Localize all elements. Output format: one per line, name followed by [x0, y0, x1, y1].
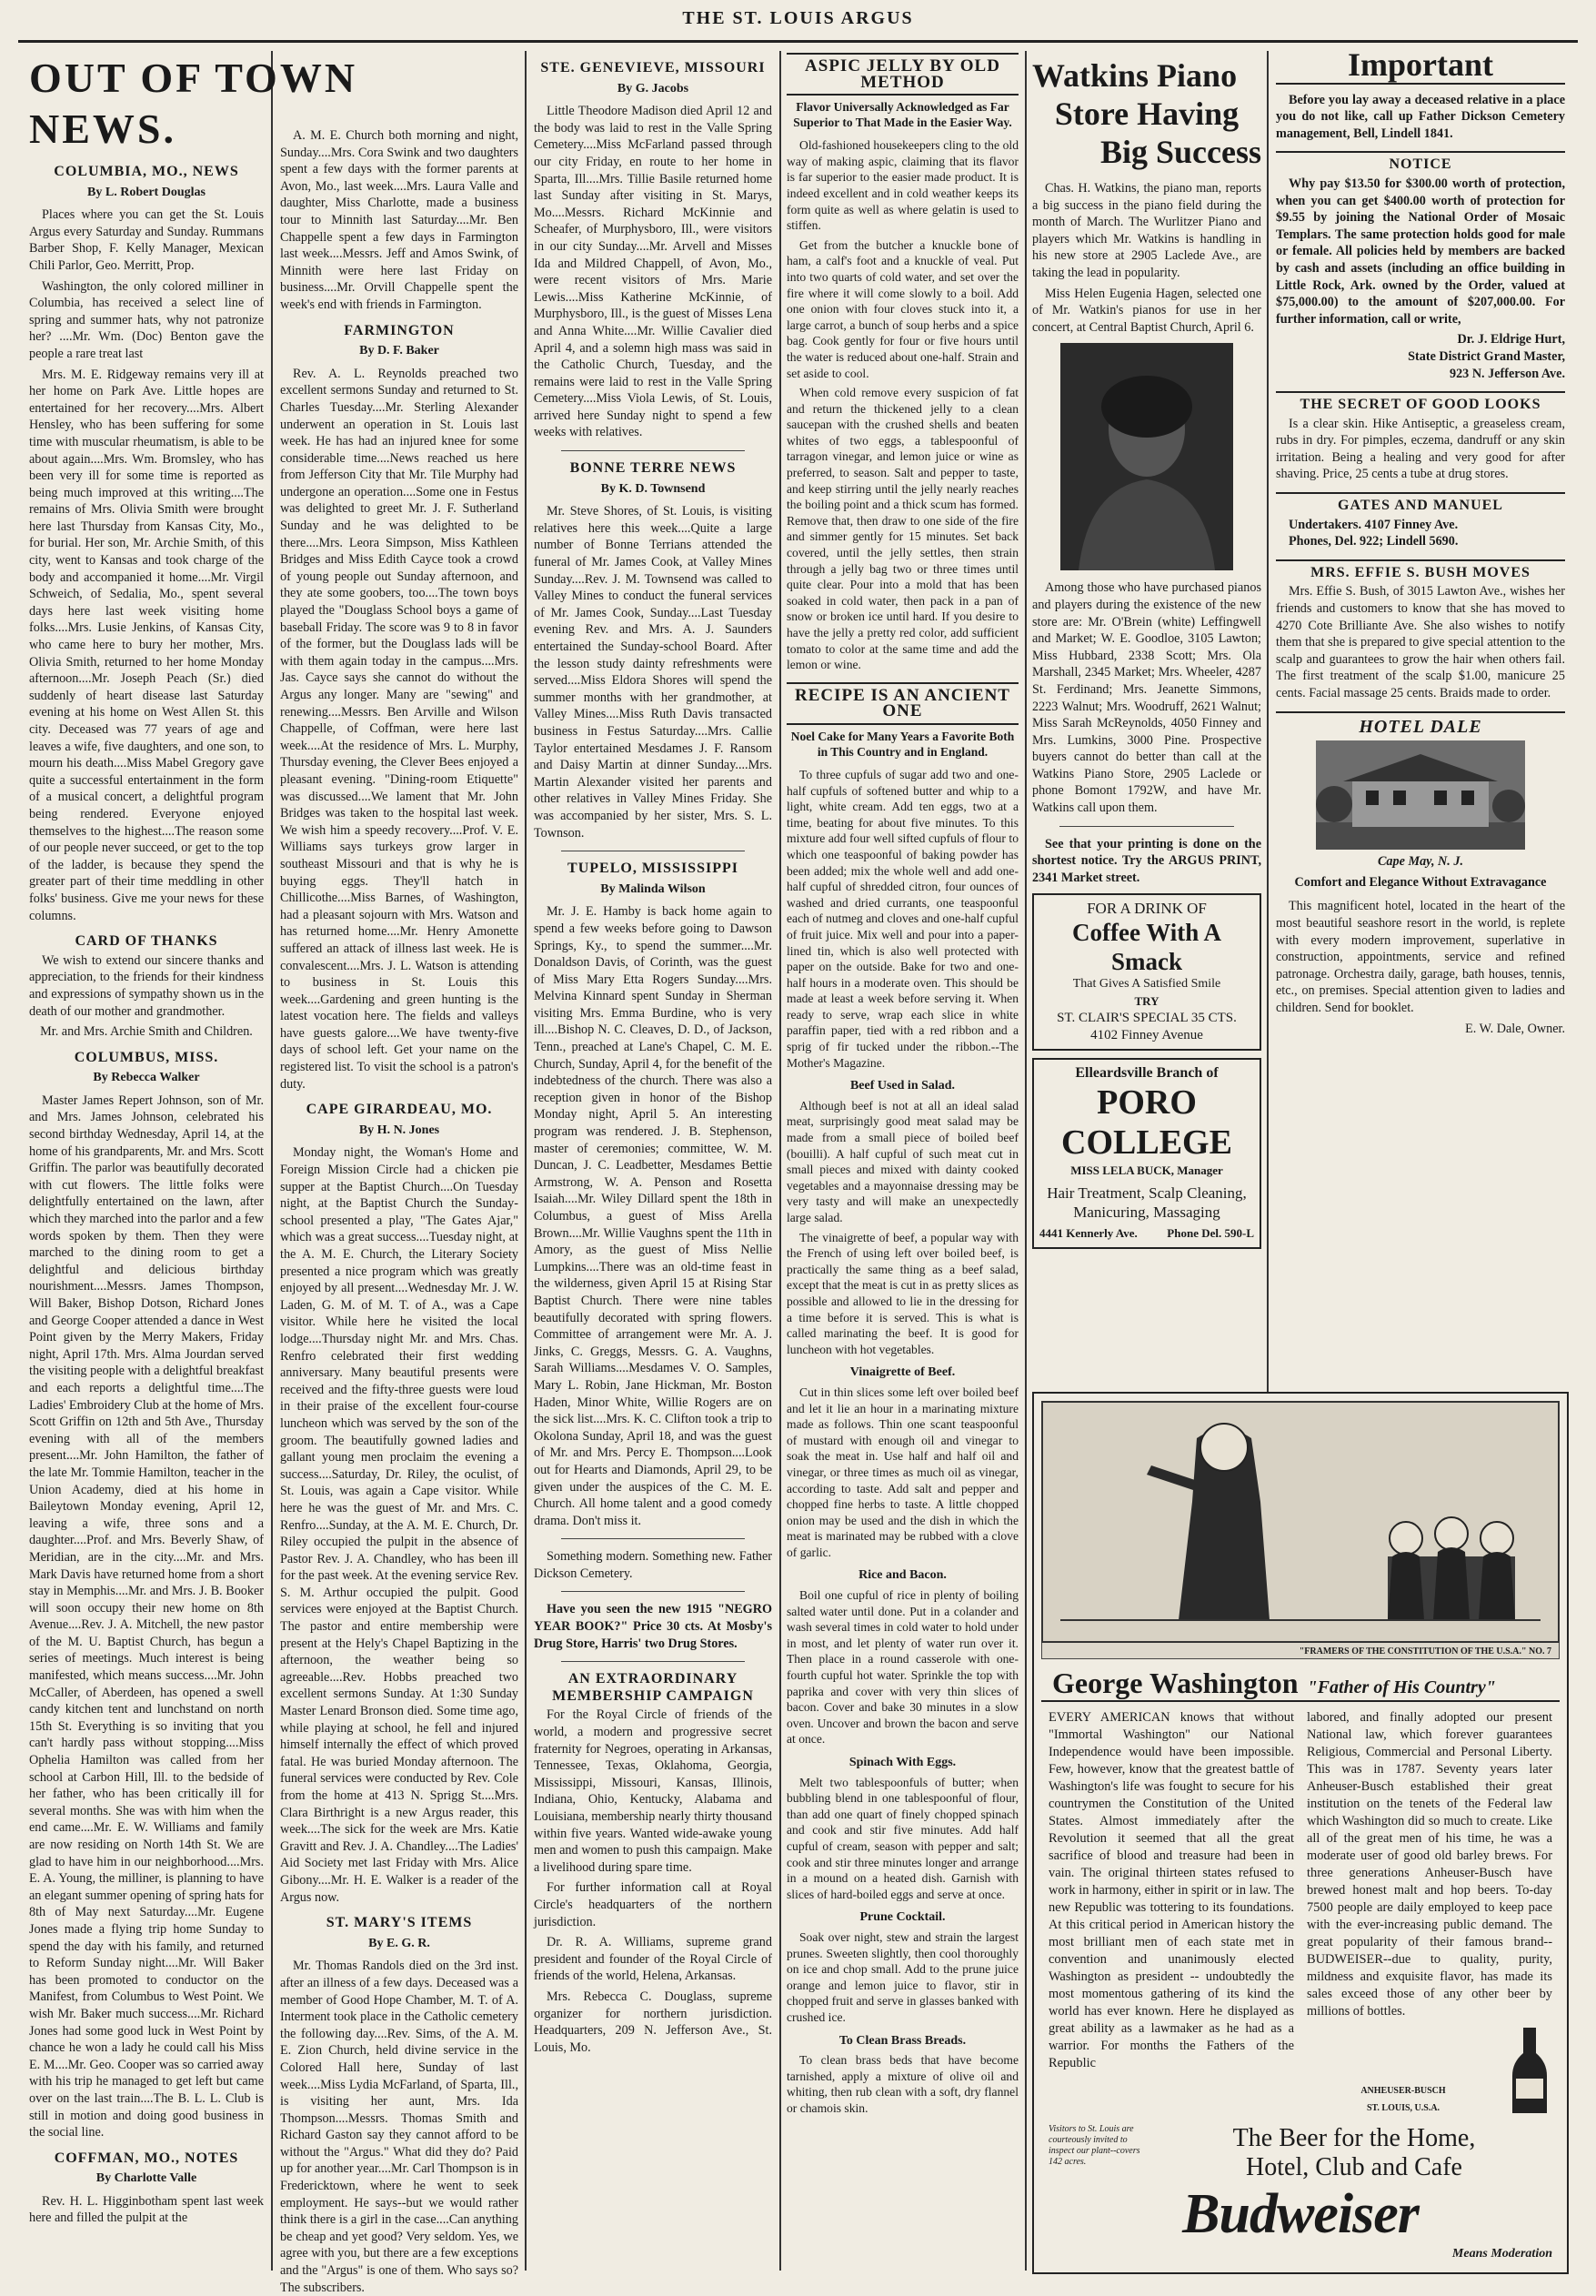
tagline: Comfort and Elegance Without Extravagance: [1294, 874, 1547, 890]
column-3: [534, 51, 772, 2271]
article-paragraph: A. M. E. Church both morning and night, Sunday....Mrs. Cora Swink and two daughters spent a few days with the former parents at Avon, Mo., last week....Mrs. Laura Valle and daughter, Miss Charlotte, made a business tour to Minnith last Saturday....Mr. Ben Chappelle spent a few days in Farmington last week....Messrs. Jeff and Amos Swink, of Minnith were here last Friday on business....Mr. Orvill Chappelle spent the week's end with friends in Farmington.: [280, 128, 518, 312]
ad-footer-row: [1049, 2124, 1552, 2182]
article-paragraph: Washington, the only colored milliner in Columbia, has received a select line of spring and summer hats, why not patronize her? ....Mr. Wm. (Doc) Benton gave the people a rare treat last: [29, 278, 264, 361]
important-title: Important: [1276, 51, 1565, 85]
subheading: Vinaigrette of Beef.: [849, 1365, 956, 1380]
byline: By L. Robert Douglas: [87, 185, 206, 199]
portrait-photo: [1060, 343, 1233, 570]
column-rule: [525, 51, 527, 2271]
section-title: THE SECRET OF GOOD LOOKS: [1276, 391, 1565, 414]
ad-address-row: [1039, 1225, 1254, 1243]
section-title: BONNE TERRE NEWS: [569, 460, 737, 477]
brand-tagline: Means Moderation: [1451, 2247, 1552, 2261]
byline: By K. D. Townsend: [600, 481, 706, 496]
subheading: Beef Used in Salad.: [849, 1079, 956, 1093]
masthead: THE ST. LOUIS ARGUS: [682, 8, 914, 28]
column-6: [1276, 46, 1565, 1379]
article-paragraph: Mr. J. E. Hamby is back home again to spend a few weeks before going to Dawson Springs, Ky., to spend the summer....Mr. Donaldson Davis, of Corinth, was the guest of Miss Mary Etta Rogers Sunday....Mrs. Melvina Kinnard spent Sunday in Sherman visiting Mrs. Emma Burdine, who is very ill....Bishop N. C. Cleaves, D. D., of Jackson, Tenn., preached at Lane's Chapel, C. M. E. Church, Sunday, April 4, for the benefit of the indebtedness of the church. There was also a reception given in honor of the Bishop Monday night, April 5. An interesting program was rendered. J. B. Stephenson, master of ceremonies; committee, W. M. Duncan, J. C. Leadbetter, Mesdames Bettie Armstrong, W. A. Penson and Rosetta Isaiah....Mr. Wiley Dillard spent the 18th in Columbus, a guest of Miss Arella Brown....Mr. Willie Vaughns spent the 11th in Amory, as the guest of Miss Nellie Lumpkins....There was an old-time feast in the wilderness, given April 15 at Rising Star Baptist Church. There were nine tables beautifully decorated with spring flowers. Committee of arrangement were Mr. A. J. Jinks, C. Greggs, Messrs. G. A. Vaughns, Sarah Williams....Mesdames V. O. Samples, Mary L. Robin, Jane Hickman, Mr. Boston Haden, Minor White, Willie Rogers are on the sick list....Mrs. K. C. Clifton took a trip to Okolona Sunday, April 18, and was the guest of Mr. and Mrs. Percy E. Thompson....Look out for Hearts and Diamonds, April 29, to be given under the auspices of the C. M. E. Church. All home talent and a good comedy drama. Don't miss it.: [534, 904, 772, 1528]
article-paragraph: We wish to extend our sincere thanks and appreciation, to the friends for their kindness and expressions of sympathy shown us in the death of our mother and grandmother.: [29, 952, 264, 1019]
ad-subhead: "Father of His Country": [1307, 1677, 1496, 1697]
article-paragraph: For further information call at Royal Circle's headquarters of the northern jurisdiction.: [534, 1880, 772, 1929]
slogan: [1156, 2124, 1552, 2182]
hotel-photo: [1316, 740, 1525, 850]
article-paragraph: Chas. H. Watkins, the piano man, reports a big success in the piano field during the month of March. The Wurlitzer Piano and players which Mr. Watkins is handling in his new store at 2905 Laclede Ave., are taking the lead in popularity.: [1032, 181, 1261, 280]
deck: Flavor Universally Acknowledged as Far Superior to That Made in the Easier Way.: [793, 100, 1012, 130]
article-paragraph: Melt two tablespoonfuls of butter; when bubbling blend in one tablespoonful of flour, than add one quart of finely chopped spinach and cook and stir five minutes. Add half cupful of cream, season with pepper and salt; cook and stir three minutes longer and arrange in a mound on a heated dish. Garnish with slices of hard-boiled eggs and serve at once.: [787, 1775, 1019, 1901]
brand-wordmark: Budweiser: [1182, 2183, 1419, 2245]
headline-line: Store Having: [1054, 96, 1240, 132]
byline: By G. Jacobs: [617, 81, 689, 96]
framers-illustration: [1041, 1401, 1560, 1659]
deck: Noel Cake for Many Years a Favorite Both in This Country and in England.: [790, 729, 1015, 759]
article-paragraph: Something modern. Something new. Father Dickson Cemetery.: [534, 1549, 772, 1581]
article-paragraph: See that your printing is done on the shortest notice. Try the ARGUS PRINT, 2341 Market street.: [1032, 836, 1261, 885]
signature: E. W. Dale, Owner.: [1465, 1021, 1565, 1036]
slogan-line: Hotel, Club and Cafe: [1246, 2153, 1462, 2181]
section-title: GATES AND MANUEL: [1276, 492, 1565, 515]
article-paragraph: To three cupfuls of sugar add two and one-half cupfuls of softened butter and whip to a light, white cream. Add ten eggs, two at a time, beating for about five minutes. To this mixture add four well sifted cupfuls of flour to which one teaspoonful of baking powder has been added; mix the whole well and add one-half cupful of shredded citron, four ounces of washed and dried currants, one teaspoonful each of nutmeg and cloves and one-half cupful of fruit juice. Mix well and pour into a paper-lined tin, which is also well protected with paper on the outside. Bake for two and one-half hours in a moderate oven. This should be made at least a week before serving it. When ready to serve, wrap each slice in white paraffin paper, tied with a red ribbon and a sprig of fir tucked under the ribbon.--The Mother's Magazine.: [787, 767, 1019, 1070]
page-headline: OUT OF TOWN NEWS.: [29, 55, 358, 152]
article-paragraph: Mrs. M. E. Ridgeway remains very ill at her home on Park Ave. Little hopes are entertained for her recovery....Mrs. Albert Hensley, who has been suffering for some time with muscular rheumatism, is able to be about again....Mrs. Wm. Bromsley, who has been very ill for some time is reported as being much improved at this writing....The remains of Mrs. Olivia Smith were brought here last Thursday from Kansas City, Mo., for burial. Her son, Mr. Archie Smith, of this city, went to Kansas and took charge of the body and accompanied it home....Mr. Virgil Schweich, of Sedalia, Mo., spent several days here last week visiting home folks....Mrs. Lusie Jenkins, of Kansas City, who came here to bury her mother, Mrs. Olivia Smith, returned to her home Monday afternoon....Mr. Joseph Peach (Sr.) died suddenly of heart disease last Saturday evening at his home on West Allen St. this city. Deceased was 77 years of age and leaves a wife, five daughters, and one son, to mourn his death....Miss Mabel Gregory gave quite a successful entertainment in the form of a musical concert, a delightful program being rendered. Everyone enjoyed themselves to the highest....The reason some of our people never succeed, or get to the top of the ladder, is because they spend the greater part of their time meddling in other folks' business. Give me your news for these columns.: [29, 367, 264, 923]
article-paragraph: Boil one cupful of rice in plenty of boiling salted water until done. Put in a colander and wash several times in cold water to hold under in most, and let plenty of water run over it. Then place in a round casserole with one-fourth cupful hot water. Sprinkle the top with paprika and cover with very thin slices of bacon. Cover and bake 30 minutes in a slow oven. Uncover and brown the bacon and serve at once.: [787, 1588, 1019, 1747]
article-paragraph: Mrs. Rebecca C. Douglass, supreme organizer for northern jurisdiction. Headquarters, 209 N. Jefferson Ave., St. Louis, Mo.: [534, 1989, 772, 2055]
ad-line: Phones, Del. 922; Lindell 5690.: [1289, 534, 1459, 549]
article-paragraph: When cold remove every suspicion of fat and return the thickened jelly to a clean saucepan with the crushed shells and beaten whites of two eggs, a tablespoonful of tarragon vinegar, and lemon juice or wine as preferred, to season. Salt and pepper to taste, and keep stirring until the jelly nearly reaches the boiling point and a thick scum has formed. Remove that, then draw to one side of the fire and simmer gently for 15 minutes. Set back covered, until the jelly settles, then strain through a jelly bag two or three times until quite clear. Pour into a mold that has been soaked in cold water, then pack in a pan of snow or broken ice until hard. If you desire to have the jelly a pretty red color, add sufficient tomato to color at the same time and add the lemon or wine.: [787, 386, 1019, 672]
ad-body-right-wrap: [1307, 1709, 1552, 2117]
section-title: AN EXTRAORDINARY MEMBERSHIP CAMPAIGN: [552, 1671, 754, 1704]
portrait-silhouette: [1060, 343, 1233, 570]
maker-name: ANHEUSER-BUSCH: [1360, 2086, 1446, 2096]
ad-line: That Gives A Satisfied Smile: [1072, 977, 1221, 992]
article-paragraph: Monday night, the Woman's Home and Foreign Mission Circle had a chicken pie supper at the Baptist Church....On Tuesday night, at the Baptist Church the Sunday-school presented a play, "The Gates Ajar," which was a great success....Tuesday night, at the A. M. E. Church, the Literary Society presented a nice program which was greatly enjoyed by all present....Wednesday Mr. J. W. Laden, G. M. of M. T. of A., was a Cape visitor. While here he visited the local lodge....Thursday night Mr. and Mrs. Chas. Renfro celebrated their first wedding anniversary. Many beautiful presents were received and the fifty-three guests were loud in their praise of the excellent four-course luncheon which was served by the son of the groom. The beautifully gowned ladies and gallant young men proclaim the evening a success....Saturday, Dr. Riley, the oculist, of St. Louis, was again a Cape visitor. While here he was the guest of Mr. and Mrs. C. Renfro....Sunday, at the A. M. E. Church, Dr. Riley occupied the pulpit in the absence of Pastor Rev. J. A. Chandley, who has been ill for the past week. At the evening service Rev. S. M. Arthur occupied the pulpit. Good services were enjoyed at the Baptist Church. The pastor and entire membership were present at the Hely's Chapel Baptizing in the afternoon, the weather being so agreeable....Rev. Hobbs preached two excellent sermons Sunday. At 1:30 Sunday Master Lenard Bronson died. Some time ago, while playing at school, he fell and injured himself internally the effect of which proved fatal. He was buried Monday afternoon. The funeral services were conducted by Rev. Cole from the home at 413 N. Sprigg St....Mrs. Clara Birthright is a new Argus reader, this week....The sick for the week are Mrs. Katie Gravitt and Rev. J. A. Chandley....The Ladies' Aid Society met last Friday with Mrs. Alice Gibony....Mr. H. E. Walker is a reader of the Argus now.: [280, 1145, 518, 1905]
article-paragraph: Is a clear skin. Hike Antiseptic, a greaseless cream, rubs in dry. For pimples, eczema, dandruff or any skin irritation. Being a healing and very good for after shaving. Price, 25 cents a tube at drug stores.: [1276, 416, 1565, 482]
section-title: NOTICE: [1276, 151, 1565, 174]
section-title: STE. GENEVIEVE, MISSOURI: [540, 60, 766, 76]
section-title: FARMINGTON: [344, 322, 455, 338]
visitors-note: Visitors to St. Louis are courteously invited to inspect our plant--covers 142 acres.: [1049, 2124, 1140, 2167]
column-1: [29, 51, 358, 2271]
ad-footer: [1049, 2124, 1552, 2261]
byline: By Rebecca Walker: [93, 1071, 200, 1085]
ad-line: ST. CLAIR'S SPECIAL 35 CTS.: [1057, 1011, 1237, 1026]
poro-college-ad: [1032, 1058, 1261, 1249]
article-paragraph: Old-fashioned housekeepers cling to the old way of making aspic, claiming that its flavor is far superior to the easier made product. It is indeed excellent and in cold weather keeps its form quite as well as where gelatin is used to stiffen.: [787, 138, 1019, 233]
subheading: Prune Cocktail.: [859, 1910, 946, 1925]
photo-caption: Cape May, N. J.: [1377, 854, 1464, 870]
article-paragraph: Rev. A. L. Reynolds preached two excellent sermons Sunday and returned to St. Charles Tuesday....Mr. Sterling Alexander underwent an operation in St. Louis last week. He has had an injured knee for some considerable time....News reached us here from Jefferson City that Mr. Tile Murphy had undergone an operation....Some one in Festus was delighted to greet Mr. J. F. Sutherland Sunday and he was delighted to be there....Mrs. Leora Simpson, Miss Kathleen Bridges and Miss Edith Cayce took a crowd of young people out Sunday afternoon, and they ate some goobers, too....The town boys played the "Douglass School boys a game of baseball Friday. The score was 9 to 8 in favor of the former, but the Douglass lads will be with them again today in the campus....Mrs. Jas. Cayce says she cannot do without the Argus any longer. Many are "sewing" and renewing....Messrs. Ben Arville and Wilson Chappelle, of Coffman, were here last week....At the residence of Mrs. L. Murphy, Thursday evening, the Clever Bees enjoyed a pleasant evening. "Dining-room Etiquette" was discussed....We lament that Mr. John Bridges was taken to the hospital last week. We wish him a speedy recovery....Prof. V. E. Williams says turkeys grow larger in southeast Missouri and that is why he is buying eggs. They'll hatch in Chillicothe....Miss Barnes, of Washington, had a pleasant sojourn with Mrs. Watson and has returned home....Mr. Henry Amonette suffered an attack of illness last week. He is convalescent....Mrs. J. L. Watson is attending to business in St. Louis this week....Gardening and green hunting is the latest vocation here. The fields and valleys have guests galore....We have twenty-five days of school left. Get your name on the registered list. To visit the school is a patron's duty.: [280, 366, 518, 1092]
ad-line: PORO COLLEGE: [1061, 1083, 1232, 1162]
byline: By Malinda Wilson: [600, 881, 706, 896]
article-paragraph: Master James Repert Johnson, son of Mr. and Mrs. James Johnson, celebrated his second birthday Wednesday, April 14, at the home of his grandparents, Mr. and Mrs. Scott Griffin. The parlor was beautifully decorated with cut flowers. The little folks were delightfully entertained on the lawn, after which they marched into the parlor and a few words spoken by them. Then they were marched to the dining room to get a delightful and delicious birthday nourishment....Messrs. James Thompson, Will Baker, Bishop Dotson, Richard Jones and George Cooper attended a dance in West Point given by the Merry Makers, Friday night, April 17th. Mrs. Alma Jourdan served the visiting people with a delightful breakfast and each reports a delightful time....The Ladies' Embroidery Club at the home of Mrs. Scott Griffin on 12th and 5th Ave., Thursday evening with all of the members present....Mr. John Hamilton, the father of the late Mr. Tommie Hamilton, teacher in the Union Academy, died at his home in Baileytown Monday evening, April 12, leaving a wife, three sons and a daughter....Prof. and Mrs. Beverly Shaw, of Meridian, are in the city....Mr. and Mrs. Mark Davis have returned home from a short stay in Memphis....Mr. and Mrs. J. B. Booker will soon occupy their new home on 8th Avenue....Rev. J. A. Mitchell, the new pastor of the M. U. Baptist Church, has begun a series of meetings. Much interest is being manifested, which means success....Mr. John McCaller, of Aberdeen, has opened a swell candy kitchen tent and lunchstand on north 15th St. Everything is so inviting that you can't hardly pass without stopping....Miss Ophelia Hamilton was called from her school at Carbon Hill, Ill. to the bedside of her father, who has been critically ill for several months. She was with him when the end came....Mr. E. W. Williams and family are now residing on North 14th St. We are glad to have him in our neighborhood....Mrs. E. A. Young, the milliner, is planning to have an elegant summer opening of spring hats for 8th of May next Saturday....Mr. Eugene Jones made a flying trip home Sunday to spend the day with his family, and returned to Reform Sunday night....Mr. Will Baker has been promoted to conductor on the Manifest, from Columbus to West Point. We wish Mr. Baker much success....Mr. Richard Jones had some good luck in West Point by chance he won a lady he could call his Miss E. M....Mr. Geo. Cooper was so carried away with his trip he managed to get left but came over on the last train....The B. L. L. Club is still in motion and doing good business in the social line.: [29, 1093, 264, 2140]
byline: By H. N. Jones: [358, 1123, 440, 1137]
article-paragraph: This magnificent hotel, located in the heart of the most beautiful seashore resort in the world, is replete with every modern improvement, superlative in construction, appointments, service and refined patronage. Orchestra daily, garage, bath houses, tennis, etc., on premises. Special attention given to ladies and children. Send for booklet.: [1276, 899, 1565, 1015]
article-paragraph: Before you lay away a deceased relative in a place you do not like, call up Father Dickson Cemetery management, Bell, Lindell 1841.: [1276, 92, 1565, 141]
article-paragraph: Mrs. Effie S. Bush, of 3015 Lawton Ave., wishes her friends and customers to know that she has moved to 4270 Cote Brilliante Ave. She also wishes to notify them that she is prepared to give special attention to the scalp and guarantees to grow the hair when others fail. The first treatment of the scalp $1.00, manicure 25 cents. Facial massage 25 cents. Braids made to order.: [1276, 584, 1565, 700]
article-paragraph: The vinaigrette of beef, a popular way with the French of using left over boiled beef, is practically the same thing as a beef salad, except that the meat is cut in as pretty slices as possible and allowed to lie in the dressing for a time before it is served. This is what is called marinating the beef. It is good for luncheon with hot vegetables.: [787, 1230, 1019, 1356]
byline: By E. G. R.: [368, 1936, 430, 1950]
byline: By Charlotte Valle: [95, 2171, 197, 2186]
article-paragraph: Get from the butcher a knuckle bone of ham, a calf's foot and a knuckle of veal. Put into two quarts of cold water, and set over the fire where it will come slowly to a boil. Add one onion with four cloves stuck into it, a large carrot, a bunch of soup herbs and a spice bag. Cook gently for four or five hours until the water is reduced about one-half. Strain and set aside to cool.: [787, 237, 1019, 380]
ad-line: Elleardsville Branch of: [1075, 1065, 1219, 1082]
byline: By D. F. Baker: [359, 344, 439, 358]
maker-text: [1307, 2082, 1500, 2117]
watkins-headline: [1032, 56, 1261, 171]
section-title: RECIPE IS AN ANCIENT ONE: [787, 682, 1019, 725]
budweiser-ad: [1032, 1392, 1569, 2274]
subheading: Spinach With Eggs.: [848, 1756, 957, 1769]
column-rule: [271, 51, 273, 2271]
headline-line: Watkins Piano: [1032, 57, 1238, 94]
ad-line: Hair Treatment, Scalp Cleaning, Manicuring, Massaging: [1047, 1183, 1247, 1221]
section-title: ST. MARY'S ITEMS: [326, 1915, 473, 1931]
section-title: COLUMBUS, MISS.: [74, 1049, 219, 1065]
signature: Dr. J. Eldrige Hurt,: [1457, 332, 1565, 347]
article-paragraph: Cut in thin slices some left over boiled beef and let it lie an hour in a marinating mixture made as follows. Thin one scant teaspoonful of mustard with enough oil and vinegar to soak the meat in. Use half and half oil and vinegar, or three times as much oil as vinegar, according to taste. Add salt and pepper and chopped fine herbs to taste. A little chopped onion may be used and the dish in which the meat is marinated may be rubbed with a clove of garlic.: [787, 1385, 1019, 1559]
column-5: [1032, 51, 1261, 1379]
signature: 923 N. Jefferson Ave.: [1449, 366, 1565, 381]
slogan-line: The Beer for the Home,: [1232, 2124, 1476, 2152]
maker-city: ST. LOUIS, U.S.A.: [1366, 2103, 1440, 2113]
signature: Mr. and Mrs. Archie Smith and Children.: [40, 1024, 253, 1040]
ad-address: 4441 Kennerly Ave.: [1039, 1225, 1138, 1240]
budweiser-logo: [1049, 2182, 1552, 2247]
divider: [561, 450, 745, 451]
article-paragraph: Why pay $13.50 for $300.00 worth of protection, when you can get $400.00 worth of protection for $9.55 by joining the National Order of Mosaic Templars. The same protection holds good for male or female. All policies held by members are backed by cash and assets (including an office building in Little Rock, Ark. owned by the Order, valued at $75,000.00) to the amount of $207,000.00. For further information, call or write,: [1276, 176, 1565, 327]
maker-block: [1307, 2026, 1552, 2117]
section-title: MRS. EFFIE S. BUSH MOVES: [1276, 559, 1565, 582]
coffee-ad: [1032, 893, 1261, 1051]
article-paragraph: To clean brass beds that have become tarnished, apply a mixture of olive oil and whiting, then rub clean with a soft, dry flannel or chamois skin.: [787, 2053, 1019, 2115]
signature: State District Grand Master,: [1408, 348, 1565, 364]
article-paragraph: Mr. Thomas Randols died on the 3rd inst. after an illness of a few days. Deceased was a member of Good Hope Chamber, M. T. of A. Interment took place in the Catholic cemetery the following day....Rev. Sims, of the A. M. E. Zion Church, held divine service in the Colored Hall here, Sunday of last week....Miss Lydia McFarland, of Sparta, Ill., is visiting her aunt, Mrs. Ida Thompson....Messrs. Thomas Smith and Richard Gaston say they cannot afford to be without the "Argus." What did they do? Paid up for another year....Mr. Carl Thompson is in Fredericktown, where he went to seek employment. He says--but we would rather think there is a girl in the case....Can anything be cheap and yet good? Very seldom. Yes, we agree with you, but there are a few exceptions and the "Argus" is one of them. Who says so? The subscribers.: [280, 1959, 518, 2295]
section-title: TUPELO, MISSISSIPPI: [567, 861, 738, 877]
article-paragraph: Miss Helen Eugenia Hagen, selected one of Mr. Watkin's pianos for use in her concert, at Central Baptist Church, April 6.: [1032, 286, 1261, 335]
article-paragraph: Among those who have purchased pianos and players during the existence of the new store are: Mr. O'Brein (white) Leffingwell and Market; W. E. Goodloe, 3105 Lawton; Miss Hubbard, 2338 Scott; Mrs. Ola Marshall, 2345 Market; Mrs. Wheeler, 4287 St. Ferdinand; Mrs. Jeanette Simmons, 2223 Walnut; Mrs. Woodruff, 2621 Walnut; Miss Sarah McReynolds, 4050 Finney and Mrs. Lumkins, 3000 Pine. Prospective buyers cannot do better than call at the Watkins Piano Store, 2905 Laclede or phone Bomont 1792W, and have Mr. Watkins call upon them.: [1032, 580, 1261, 816]
ad-line: TRY: [1134, 993, 1159, 1008]
illustration-caption: "FRAMERS OF THE CONSTITUTION OF THE U.S.A." NO. 7: [1299, 1646, 1551, 1657]
article-paragraph: Places where you can get the St. Louis Argus every Saturday and Sunday. Rummans Barber Shop, F. Kelly Manager, Mexican Chili Parlor, Geo. Merritt, Prop.: [29, 207, 264, 273]
column-4: [787, 51, 1019, 2271]
section-title: COFFMAN, MO., NOTES: [54, 2150, 239, 2166]
section-title: COLUMBIA, MO., NEWS: [54, 164, 239, 179]
divider: [561, 1538, 745, 1539]
beer-bottle-icon: [1507, 2026, 1552, 2117]
column-rule: [779, 51, 781, 2271]
article-paragraph: Rev. H. L. Higginbotham spent last week here and filled the pulpit at the: [29, 2193, 264, 2226]
divider: [561, 1661, 745, 1662]
ad-line: Coffee With A Smack: [1072, 919, 1221, 976]
ad-headline-row: [1041, 1667, 1560, 1702]
section-title: CARD OF THANKS: [75, 933, 218, 950]
ad-body: [1034, 1709, 1567, 2117]
masthead-rule: [18, 40, 1578, 43]
headline-line: Big Success: [1099, 134, 1261, 170]
ad-line: MISS LELA BUCK, Manager: [1070, 1163, 1223, 1177]
column-rule: [1025, 51, 1027, 2271]
ad-body-right: labored, and finally adopted our present National law, which forever guarantees Religious, Commercial and Personal Liberty. This was in 1787. Seventy years later Anheuser-Busch established their great institution on the tenets of the Federal law which Washington did so much to create. Like all of the great men of his time, he was a moderate user of good old barley brews. For three generations Anheuser-Busch have brewed honest malt and hop beers. To-day 7500 people are daily employed to keep pace with the ever-increasing public demand. The great popularity of their famous brand--BUDWEISER--due to quality, purity, mildness and exquisite flavor, has made its sales exceed those of any other beer by millions of bottles.: [1307, 1710, 1552, 2019]
ad-body-left: EVERY AMERICAN knows that without "Immortal Washington" our National Independence would have been impossible. Few, however, know that the greatest battle of Washington's life was fought to secure for his countrymen the Constitution of the United States. Almost immediately after the Revolution it seemed that all the great sacrifice of blood and treasure had been in vain. The original thirteen states refused to work in harmony, either in spirit or in law. The new Republic was tottering to its foundations. At this critical period in American history the most brilliant men of each state met in convention and unanimously elected Washington as president -- undoubtedly the most momentous gathering of its kind the world has ever known. Here he displayed as great ability as a lawmaker as he had as a warrior. For months the Fathers of the Republic: [1049, 1710, 1294, 2070]
ad-line: FOR A DRINK OF: [1087, 900, 1207, 918]
article-paragraph: Little Theodore Madison died April 12 and the body was laid to rest in the Valle Spring Cemetery....Miss McFarland passed through our city Friday, en route to her home in Sparta, Ill....Mrs. Tillie Basile returned home last Sunday after visiting in St. Marys, Mo....Messrs. Richard McKinnie and Scheafer, of Murphysboro, Ill., were visitors in our city Sunday....Mr. Arvell and Misses Ida and Mildred Chappell, of Avon, Mo., were recent visitors of Mrs. Marie Lewis....Miss Katherine McKinnie, of Murphysboro, Ill., is the guest of Misses Lena and Anna White....Mr. Willie Cavalier died April 4, and a solemn high mass was said in the Catholic Church, Tuesday, and the remains were laid to rest in the Valle Spring Cemetery....Miss Viola Lewis, of St. Louis, arrived here Sunday night to spend a few weeks with relatives.: [534, 104, 772, 440]
article-paragraph: Although beef is not at all an ideal salad meat, surprisingly good meat salad may be made from a small piece of boiled beef (bouilli). A half cupful of such meat cut in small pieces and mixed with dainty cooked vegetables and a mayonnaise dressing may be very tasty and will make an unexpectedly large salad.: [787, 1098, 1019, 1224]
ad-line: 4102 Finney Avenue: [1090, 1027, 1203, 1042]
divider: [561, 1591, 745, 1592]
section-title: ASPIC JELLY BY OLD METHOD: [787, 53, 1019, 96]
subheading: To Clean Brass Breads.: [838, 2033, 967, 2048]
ad-line: Undertakers. 4107 Finney Ave.: [1289, 517, 1459, 532]
subheading: Rice and Bacon.: [858, 1568, 947, 1583]
column-2: [280, 127, 518, 2295]
framers-drawing: [1042, 1402, 1559, 1642]
article-paragraph: For the Royal Circle of friends of the world, a modern and progressive secret fraternity for Negroes, operating in Arkansas, Tennessee, Texas, Oklahoma, Georgia, Mississippi, Missouri, Kansas, Illinois, Indiana, Ohio, Kentucky, Alabama and Louisiana, membership nearly thirty thousand within five years. Wanted wide-awake young men and women to push this campaign. Make a livelihood during spare time.: [534, 1707, 772, 1875]
ad-phone: Phone Del. 590-L: [1167, 1225, 1254, 1240]
hotel-building-image: [1316, 740, 1525, 850]
section-title: CAPE GIRARDEAU, MO.: [306, 1102, 493, 1118]
divider: [1059, 826, 1234, 827]
section-title: HOTEL DALE: [1276, 711, 1565, 736]
article-paragraph: Mr. Steve Shores, of St. Louis, is visiting relatives here this week....Quite a large number of Bonne Terrians attended the funeral of Mr. James Cook, at Valley Mines Sunday....Rev. J. M. Townsend was called to Valley Mines to conduct the funeral services of Mr. James Cook, Sunday....Last Tuesday evening Rev. and Mrs. A. J. Saunders entertained the Sunday-school Board. After the lesson study dainty refreshments were served....Miss Eldora Shores will spend the summer months with her grandmother, at Valley Mines....Miss Ruth Davis transacted business in Festus Saturday....Mrs. Callie Taylor entertained Mesdames J. F. Ransom and Daisy Martin at dinner Sunday....Mrs. Martin Alexander visited her parents and other relatives in Valley Mines Friday. She was accompanied by her sister, Mrs. S. L. Townson.: [534, 504, 772, 841]
article-paragraph: Soak over night, stew and strain the largest prunes. Sweeten slightly, then cool thoroughly on ice and chop small. Add to the prune juice orange and lemon juice to flavor, stir in chopped fruit and serve in glasses banked with crushed ice.: [787, 1929, 1019, 2024]
ad-headline: George Washington: [1052, 1667, 1299, 1699]
article-paragraph: Have you seen the new 1915 "NEGRO YEAR BOOK?" Price 30 cts. At Mosby's Drug Store, Harris' two Drug Stores.: [534, 1602, 772, 1651]
article-paragraph: Dr. R. A. Williams, supreme grand president and founder of the Royal Circle of friends of the world, Helena, Arkansas.: [534, 1935, 772, 1984]
